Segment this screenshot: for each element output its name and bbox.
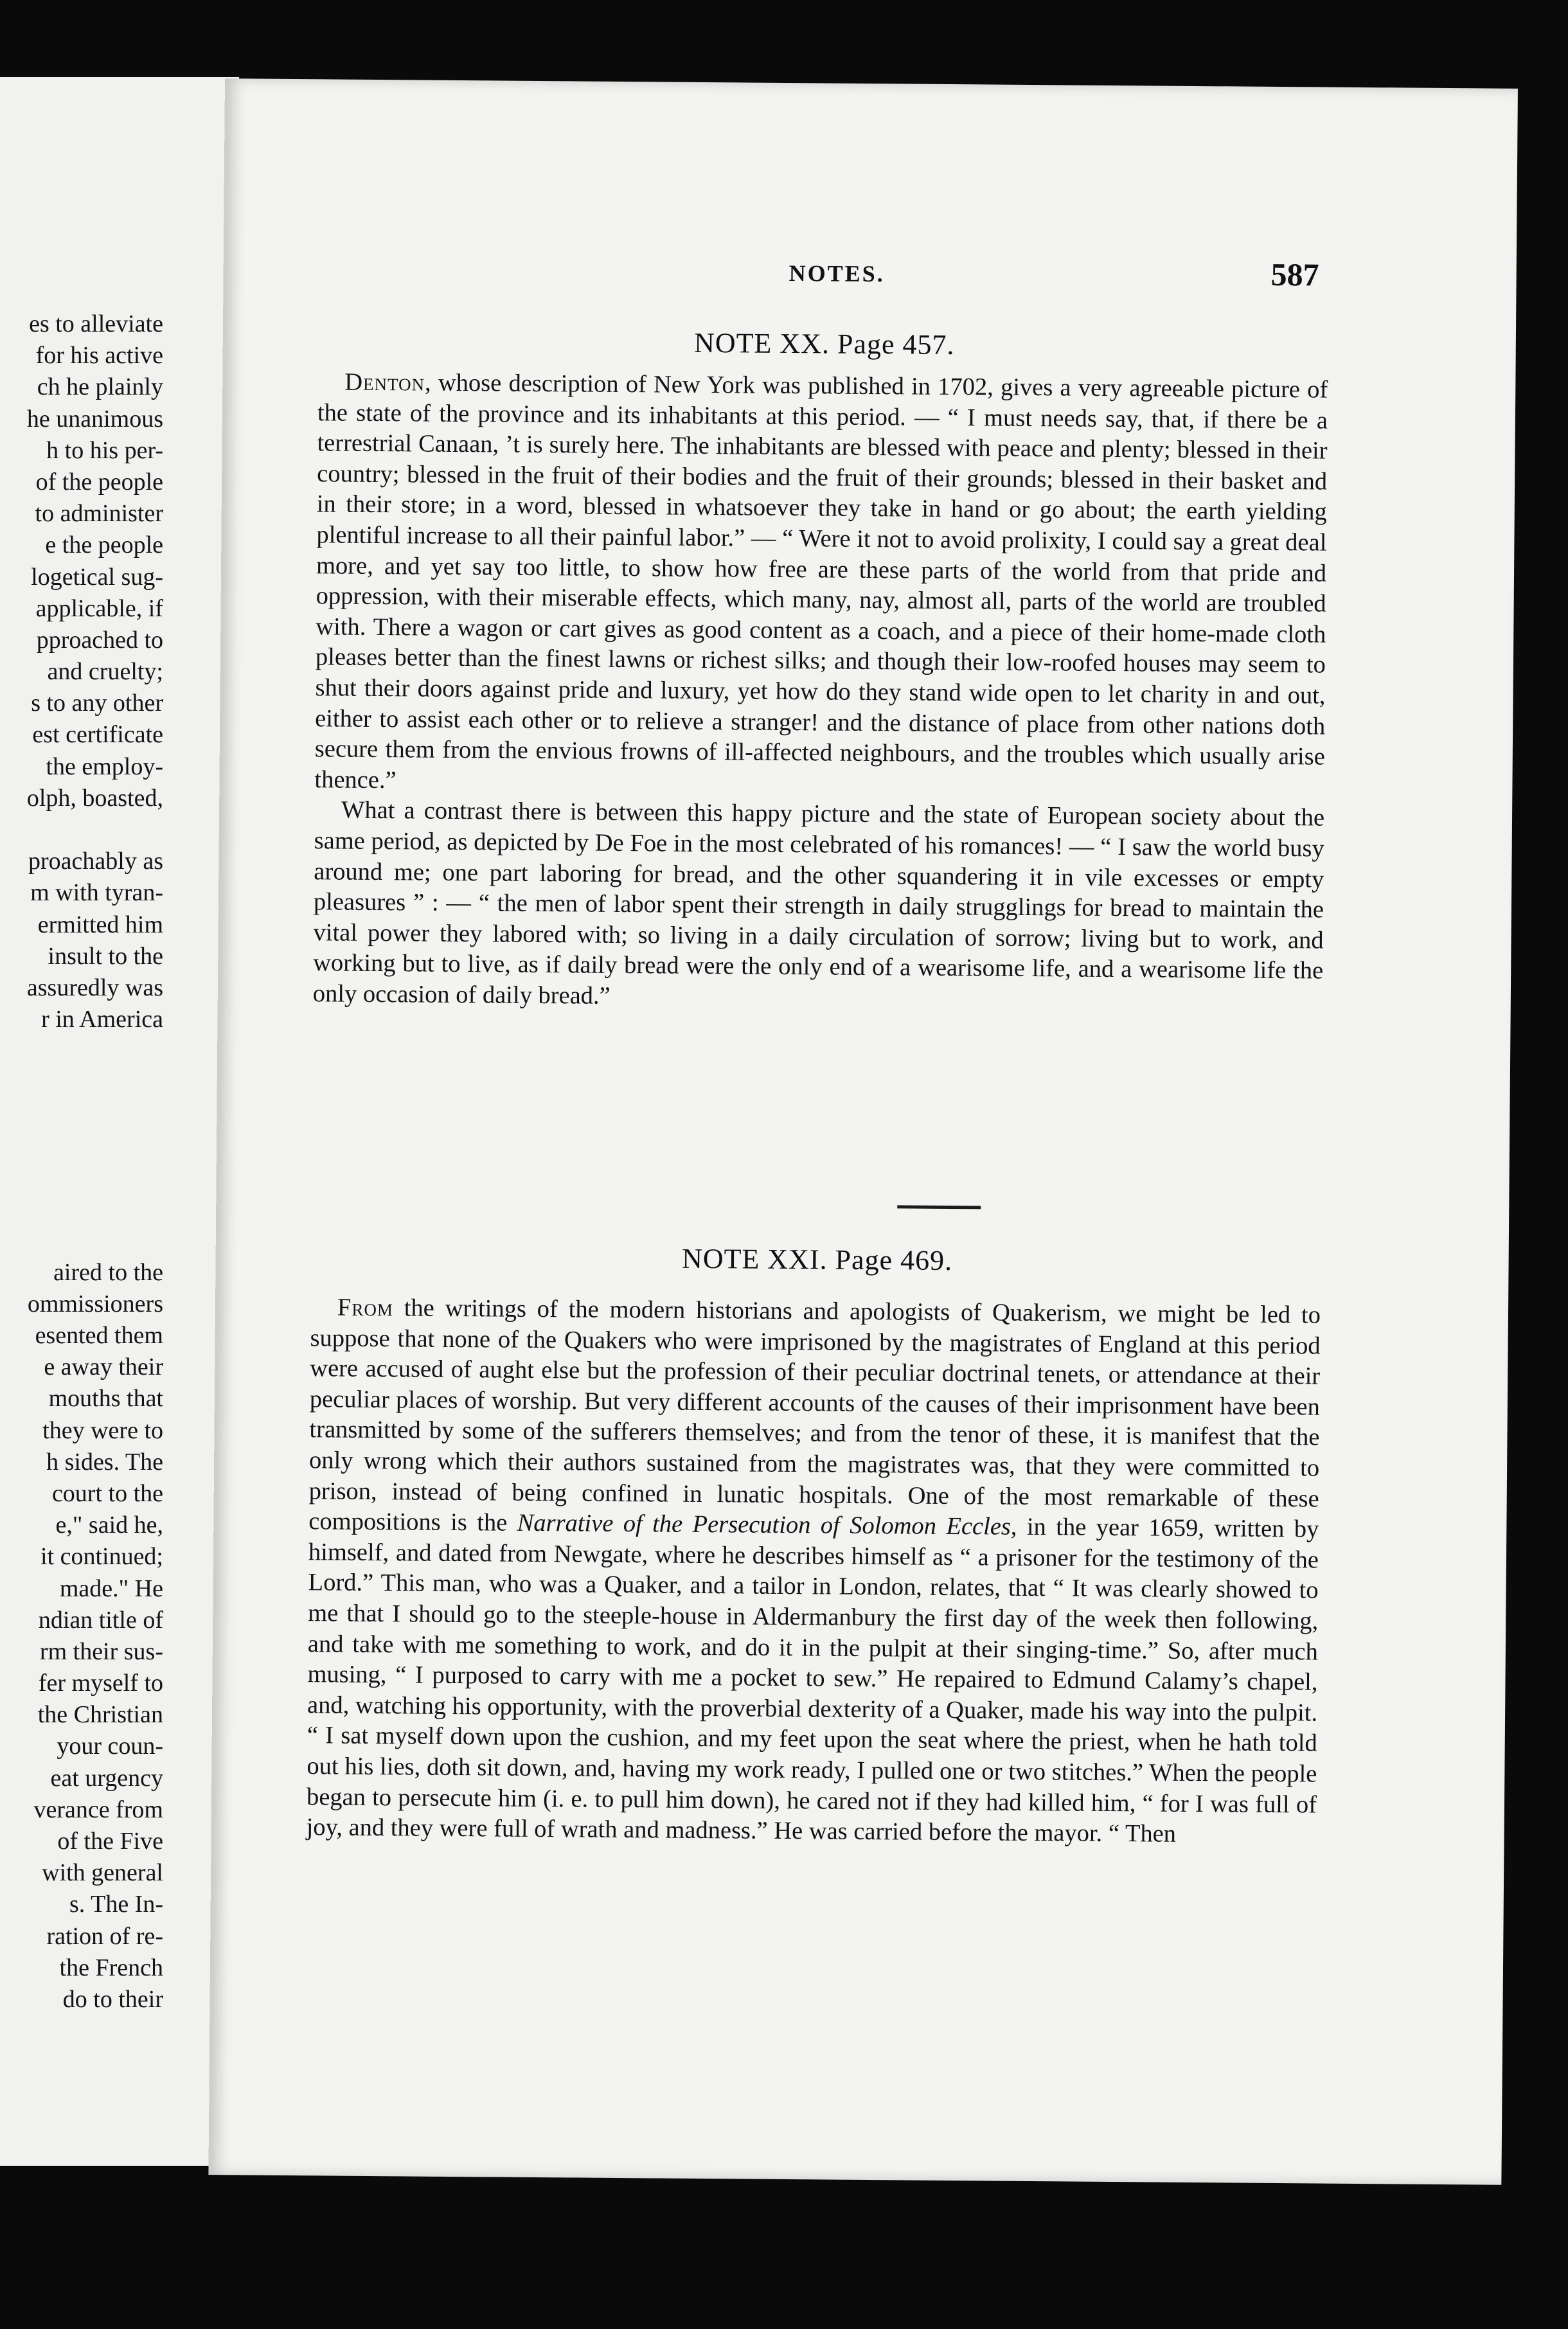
note-21-body [306, 1292, 1321, 1851]
facing-page-line: aired to the [53, 1258, 163, 1286]
facing-page-line: insult to the [48, 942, 163, 970]
page-number: 587 [1270, 256, 1319, 293]
facing-page-line: olph, boasted, [26, 784, 163, 812]
running-title: NOTES. [788, 260, 885, 287]
facing-page-line: e," said he, [55, 1512, 163, 1539]
facing-page-line [27, 1035, 163, 1067]
facing-page-line: court to the [51, 1479, 163, 1507]
facing-page-line: fer myself to [38, 1670, 163, 1697]
facing-page-line: verance from [33, 1796, 163, 1823]
facing-page-line: pproached to [36, 626, 163, 654]
facing-page-line [27, 1193, 163, 1225]
facing-page-line: the Christian [37, 1701, 163, 1729]
facing-page-text [27, 308, 163, 2015]
facing-page-line: and cruelty; [47, 658, 163, 686]
facing-page-line: r in America [41, 1006, 163, 1033]
facing-page-line: do to their [62, 1985, 163, 2013]
facing-page-line: applicable, if [35, 594, 163, 622]
facing-page-line: with general [42, 1859, 163, 1887]
note-20-paragraph-1 [314, 367, 1328, 803]
facing-page-line: es to alleviate [29, 310, 163, 337]
facing-page-line: ermitted him [37, 911, 163, 938]
note-20-paragraph-1-text: , whose description of New York was published in 1702, gives a very agreeable picture of the state of the province and its inhabitants at this period. — “ I must needs say, that, if there be a terrestrial Canaan, ’t is surely here. The inhabitants are blessed with peace and plenty; blessed in their country; blessed in the fruit of their bodies and the fruit of their grounds; blessed in their basket and in their store; in a word, blessed in whatsoever they take in hand or go about; the earth yielding plentiful increase to all their painful labor.” — “ Were it not to avoid prolixity, I could say a great deal more, and yet say too little, to show how free are these parts of the world from that pride and oppression, with their miserable effects, which many, nay, almost all, parts of the world are troubled with. There a wagon or cart gives as good content as a coach, and a piece of their home-made cloth pleases better than the finest lawns or richest silks; and though their low-roofed houses may seem to shut their doors against pride and luxury, yet how do they stand wide open to let charity in and out, either to assist each other or to relieve a stranger! and the distance of place from other nations doth secure them from the envious frowns of ill-affected neighbours, and the troubles which usually arise thence.” [314, 369, 1328, 794]
facing-page-line: logetical sug- [31, 563, 163, 591]
facing-page-line: rm their sus- [39, 1637, 163, 1665]
facing-page-line: assuredly was [26, 974, 163, 1001]
facing-page-line [27, 814, 163, 846]
facing-page-line [27, 1130, 163, 1162]
facing-page-line: proachably as [28, 848, 163, 875]
facing-page-line: e the people [45, 531, 163, 559]
facing-page-line: est certificate [32, 721, 163, 749]
facing-page-line: h sides. The [46, 1448, 163, 1476]
facing-page-line: mouths that [48, 1385, 163, 1413]
note-21-paragraph-1-text: the writings of the modern historians and apologists of Quakerism, we might be led to suppose that none of the Quakers who were imprisoned by the magistrates of England at this period were accused of aught else but the profession of their peculiar doctrinal tenets, or attendance at their peculiar places of worship. But very different accounts of the causes of their imprisonment have been transmitted by some of the sufferers themselves; and from the tenor of these, it is manifest that the only wrong which their authors sustained from the magistrates was, that they were committed to prison, instead of being confined in lunatic hospitals. One of the most remarkable of these compositions is the [308, 1294, 1321, 1537]
facing-page-line [27, 1099, 163, 1130]
note-21-paragraph-1 [306, 1292, 1321, 1851]
facing-page-line: your coun- [57, 1733, 163, 1760]
narrative-title: Narrative of the Persecution of Solomon Eccles [517, 1509, 1011, 1540]
facing-page-line [27, 1067, 163, 1099]
facing-page-line: to administer [35, 500, 163, 528]
section-divider [897, 1205, 981, 1209]
note-21-lead-word: From [337, 1294, 394, 1322]
facing-page-line: s to any other [31, 690, 163, 717]
facing-page-line: he unanimous [26, 405, 163, 433]
facing-page-line: ndian title of [38, 1606, 163, 1634]
facing-page-line [27, 1225, 163, 1256]
facing-page-line: made." He [59, 1575, 163, 1602]
facing-page-line: m with tyran- [30, 879, 163, 907]
facing-page-line: the French [59, 1954, 163, 1981]
facing-page-line: of the Five [57, 1828, 163, 1855]
facing-page-line: the employ- [46, 753, 163, 780]
note-21-paragraph-1-end: , in the year 1659, written by himself, and dated from Newgate, where he describes himself as “ a prisoner for the testimony of the Lord.” This man, who was a Quaker, and a tailor in London, relates, that “ It was clearly showed to me that I should go to the steeple-house in Aldermanbury the first day of the week then following, and take with me something to work, and do it in the pulpit at their singing-time.” So, after much musing, “ I purposed to carry with me a pocket to sew.” He repaired to Edmund Calamy’s chapel, and, watching his opportunity, with the proverbial dexterity of a Quaker, made his way into the pulpit. “ I sat myself down upon the cushion, and my feet upon the seat where the priest, when he hath told out his lies, doth sit down, and, having my work ready, I pulled one or two stitches.” When the people began to persecute him (i. e. to pull him down), he cared not if they had killed him, “ for I was full of joy, and they were full of wrath and madness.” He was carried before the mayor. “ Then [306, 1513, 1319, 1848]
facing-page-line: they were to [42, 1416, 163, 1444]
facing-page-line: for his active [35, 342, 163, 370]
running-head [223, 255, 1516, 304]
facing-page-line: of the people [35, 468, 163, 495]
note-20-heading: NOTE XX. Page 457. [693, 326, 955, 361]
note-20-paragraph-2: What a contrast there is between this happy picture and the state of European society about the same period, as depicted by De Foe in the most celebrated of his romances! — “ I saw the world busy around me; one part laboring for bread, and the other squandering it in vile excesses or empty pleasures ” : — “ the men of labor spent their strength in daily strugglings for bread to maintain the vital power they labored with; so living in a daily circulation of sorrow; living but to work, and working but to live, as if daily bread were the only end of a wearisome life, and a wearisome life the only occasion of daily bread.” [312, 796, 1325, 1010]
facing-page-line: e away their [44, 1353, 163, 1381]
note-20-body [313, 367, 1328, 1017]
facing-page-line: ration of re- [46, 1922, 163, 1950]
book-page [208, 78, 1518, 2185]
facing-page-line: eat urgency [50, 1764, 163, 1792]
note-21-heading: NOTE XXI. Page 469. [681, 1242, 953, 1277]
facing-page-line: ch he plainly [37, 373, 163, 401]
facing-page-line: s. The In- [69, 1891, 163, 1918]
facing-page-line: ommissioners [27, 1290, 163, 1317]
facing-page-line: h to his per- [46, 436, 163, 464]
facing-page-line: it continued; [40, 1543, 163, 1571]
facing-page-line [27, 1162, 163, 1193]
facing-page-line: esented them [35, 1322, 163, 1349]
note-20-lead-word: Denton [344, 368, 425, 397]
facing-page-fragment [0, 77, 239, 2166]
